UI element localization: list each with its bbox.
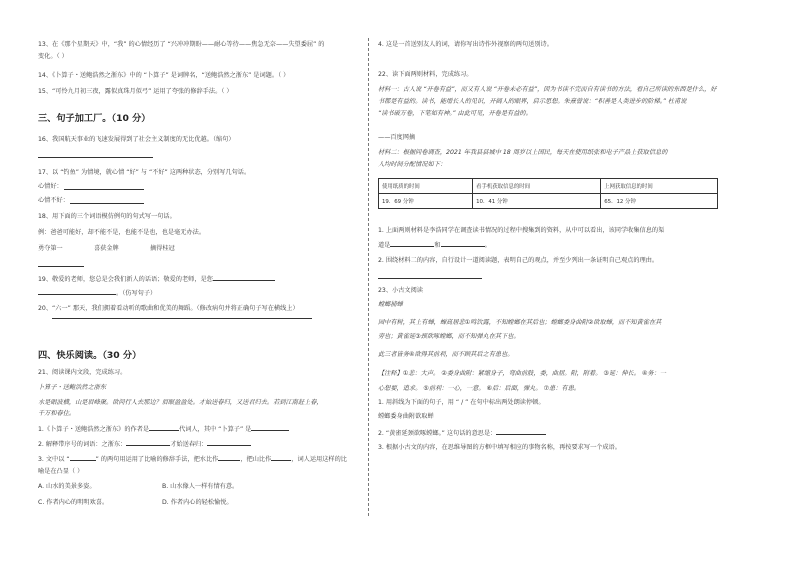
q22-1-text-c: 。 xyxy=(484,242,491,249)
q22: 22、读下面两则材料，完成练习。 xyxy=(378,71,473,78)
q16: 16、我国航天事业的飞速发展得到了社会主义制度的无比优越。（缩句） xyxy=(38,136,235,143)
option-c[interactable]: C. 作者内心的明明欢喜。 xyxy=(38,499,109,506)
material-1-line2: 书都是有益的。读书，能增长人的见识，开阔人的眼界，启示思想。朱熹曾说：“积善是人类进步的阶梯。” 杜甫说 xyxy=(378,98,687,105)
q21-2 xyxy=(38,439,251,449)
q23-2 xyxy=(378,428,546,438)
section-3-heading: 三、句子加工厂。（10 分） xyxy=(38,113,151,124)
q13-line1: 13、在《那个星期天》中，“我” 的心情经历了 “兴冲冲期盼——耐心等待——焦急无奈——失望委屈” 的 xyxy=(38,41,325,48)
q19-line1 xyxy=(38,274,275,284)
table-cell: 19．69 分钟 xyxy=(379,194,473,209)
q21-3-blank-a[interactable] xyxy=(70,454,96,461)
table-header-cell: 看手机获取信息的时间 xyxy=(473,179,601,194)
q21-3 xyxy=(38,454,347,464)
q21-3-text-c: ，把山比作 xyxy=(240,456,272,463)
q14: 14、《卜算子・送鲍浩然之浙东》中的 “卜算子” 是词牌名，“送鲍浩然之浙东” 是词题。（ ） xyxy=(38,72,290,79)
q23-3: 3. 根据小古文的内容，在思维导图的方框中填写相应的事物名称，再按要求写一个成语。 xyxy=(378,444,621,451)
q18-word-2: 喜获金牌 xyxy=(94,245,119,252)
q19-line2 xyxy=(38,288,156,298)
notes-line2: 心想要，追求。 ⑤前利：一心，一意。 ⑥后：后面，弹丸。 ⑦患：有患。 xyxy=(378,385,580,392)
story-line2: 旁也；黄雀延③颈欲啄螳螂，而不知弹丸在其下也。 xyxy=(378,333,520,340)
table-header-cell: 上网获取信息的时间 xyxy=(601,179,718,194)
q19-suffix: 。（仿写句子） xyxy=(116,290,157,297)
q21-3-blank-b[interactable] xyxy=(218,454,240,461)
q21-2-text-b: 才始送春归： xyxy=(170,441,208,448)
mood-bad-label: 心情不好： xyxy=(38,197,69,204)
material-2-line1: 材料二：根据问卷调查，2021 年我县县城中 18 周岁以上国民，每天在使用纸张和电子产品上获取信息的 xyxy=(378,149,668,156)
material-1-line3: “读书破万卷，下笔如有神。” 由此可见，开卷是有益的。 xyxy=(378,110,532,117)
q20-answer-line[interactable] xyxy=(52,318,312,319)
notes-line1: 【注释】①悲：大声。 ②委身曲附：紧缩身子，弯曲前肢，委，曲屈。附，附着。 ③延：伸长。 ④务：一 xyxy=(378,370,666,377)
q22-1-text-b: 和 xyxy=(434,242,441,249)
q21: 21、阅读课内文段，完成练习。 xyxy=(38,369,127,376)
q21-2-blank-a[interactable] xyxy=(126,439,170,446)
option-a[interactable]: A. 山水的美景多姿。 xyxy=(38,483,96,490)
q23-2-blank[interactable] xyxy=(496,428,546,435)
poem-line: 水是眼波横，山是眉峰聚。欲问行人去那边？眉眼盈盈处。才始送春归，又送君归去。若到江南赶上春， xyxy=(38,399,323,406)
poem-line-2: 千万和春住。 xyxy=(38,410,76,417)
material-1-line1: 材料一：古人说 “开卷有益”，而又有人说 “开卷未必有益”，因为书读不完而自有读书的方法，看自己所读的东西是什么，好 xyxy=(378,86,717,93)
q22-1-text-a: 道是 xyxy=(378,242,391,249)
q21-1 xyxy=(38,424,289,434)
option-d[interactable]: D. 作者内心的轻松愉悦。 xyxy=(162,499,233,506)
section-4-heading: 四、快乐阅读。（30 分） xyxy=(38,350,142,361)
q22-2-answer-line[interactable] xyxy=(378,278,482,279)
q23-1: 1. 用斜线为下面的句子，用 “ / ” 在句中标出两处朗读停顿。 xyxy=(378,399,545,406)
q18: 18、用下面的三个词语模仿例句的句式写一句话。 xyxy=(38,213,176,220)
mood-bad-line[interactable] xyxy=(70,203,144,204)
q21-1-blank-a[interactable] xyxy=(149,424,179,431)
q15: 15、“可怜九月初三夜，露似真珠月似弓” 运用了夸张的修辞手法。（ ） xyxy=(38,88,233,95)
poem-title: 卜算子・送鲍浩然之浙东 xyxy=(38,384,107,391)
story-title: 螳螂捕蝉 xyxy=(378,301,403,308)
story-line1: 园中有树，其上有蝉，蝉高居悲①鸣饮露，不知螳螂在其后也；螳螂委身曲附②欲取蝉，而不知黄雀在其 xyxy=(378,319,662,326)
table-cell: 10．41 分钟 xyxy=(473,194,601,209)
q19-blank-2[interactable] xyxy=(38,288,116,295)
q13-line2: 变化。（ ） xyxy=(38,53,68,60)
q18-word-3: 摘得桂冠 xyxy=(150,245,175,252)
table-header-cell: 使用纸质的时间 xyxy=(379,179,473,194)
q18-example: 例：爸爸可能好，却不能不是，也能不是也，也是毫无办法。 xyxy=(38,229,206,236)
q21-1-blank-b[interactable] xyxy=(251,424,289,431)
q22-1-line2 xyxy=(378,240,491,250)
q21-1-text-a: 1.《卜算子・送鲍浩然之浙东》的作者是 xyxy=(38,426,150,433)
material-1-source: ——百度网摘 xyxy=(378,134,416,141)
q18-word-1: 勇夺第一 xyxy=(38,245,63,252)
q23-2-text: 2. “黄雀延颈欲啄螳螂。” 这句话的意思是： xyxy=(378,430,497,437)
mood-good-label: 心情好： xyxy=(38,183,63,190)
q17: 17、以 “钓鱼” 为情境，就心情 “好” 与 “不好” 这两种状态，分别写几句话。 xyxy=(38,169,251,176)
q21-1-text-b: 代词人，其中 “卜算子” 是 xyxy=(179,426,252,433)
q22-1-blank-b[interactable] xyxy=(441,240,485,247)
q22-1-line1: 1. 上面两则材料是李浩同学在调查读书情况的过程中搜集到的资料，从中可以看出，该同学收集信息的渠 xyxy=(378,227,665,234)
q21-3-text-a: 3. 文中以 “ xyxy=(38,456,70,463)
table-header-row xyxy=(379,179,718,194)
q18-answer-line[interactable] xyxy=(38,266,84,267)
q19-blank[interactable] xyxy=(213,274,275,281)
column-divider xyxy=(368,38,369,516)
q20: 20、“六一” 那天，我们拥着看动听的歌曲和优美的舞蹈。（修改病句并将正确句子写在横线上） xyxy=(38,305,299,312)
q22-1-blank-a[interactable] xyxy=(390,240,434,247)
q21-3-tail: 喻是在凸显（ ） xyxy=(38,468,84,475)
q21-2-text-a: 2. 解释带序号的词语：之浙东： xyxy=(38,441,127,448)
story-line3: 此三者皆务④欲得其前利，而不顾其后之有患也。 xyxy=(378,351,514,358)
table-cell: 65．12 分钟 xyxy=(601,194,718,209)
q21-2-blank-b[interactable] xyxy=(207,439,251,446)
time-table xyxy=(378,178,718,209)
option-b[interactable]: B. 山水像人一样有情有意。 xyxy=(162,483,239,490)
mood-good-line[interactable] xyxy=(64,189,144,190)
q23-1-sentence[interactable]: 螳螂委身曲附欲取蝉 xyxy=(378,413,434,420)
table-row xyxy=(379,194,718,209)
q21-3-blank-c[interactable] xyxy=(271,454,291,461)
q21-3-text-b: ” 的两句用运用了比喻的修辞手法，把水比作 xyxy=(95,456,219,463)
material-2-line2: 人均时间分配情况如下： xyxy=(378,161,447,168)
q4: 4. 这是一首送别友人的词，请你写出诗作外视察的两句送别诗。 xyxy=(378,41,553,48)
q16-answer-line[interactable] xyxy=(38,157,153,158)
q23: 23、小古文阅读 xyxy=(378,287,423,294)
q19-text: 19、敬爱的老师，您总是会我们新人的话语；敬爱的老师，是您 xyxy=(38,276,213,283)
q22-2: 2. 围绕材料二的内容，自行设计一道阅读题，表明自己的观点，并至少列出一条证明自己观点的理由。 xyxy=(378,257,659,264)
q21-3-text-d: ，词人运用这样的比 xyxy=(291,456,347,463)
